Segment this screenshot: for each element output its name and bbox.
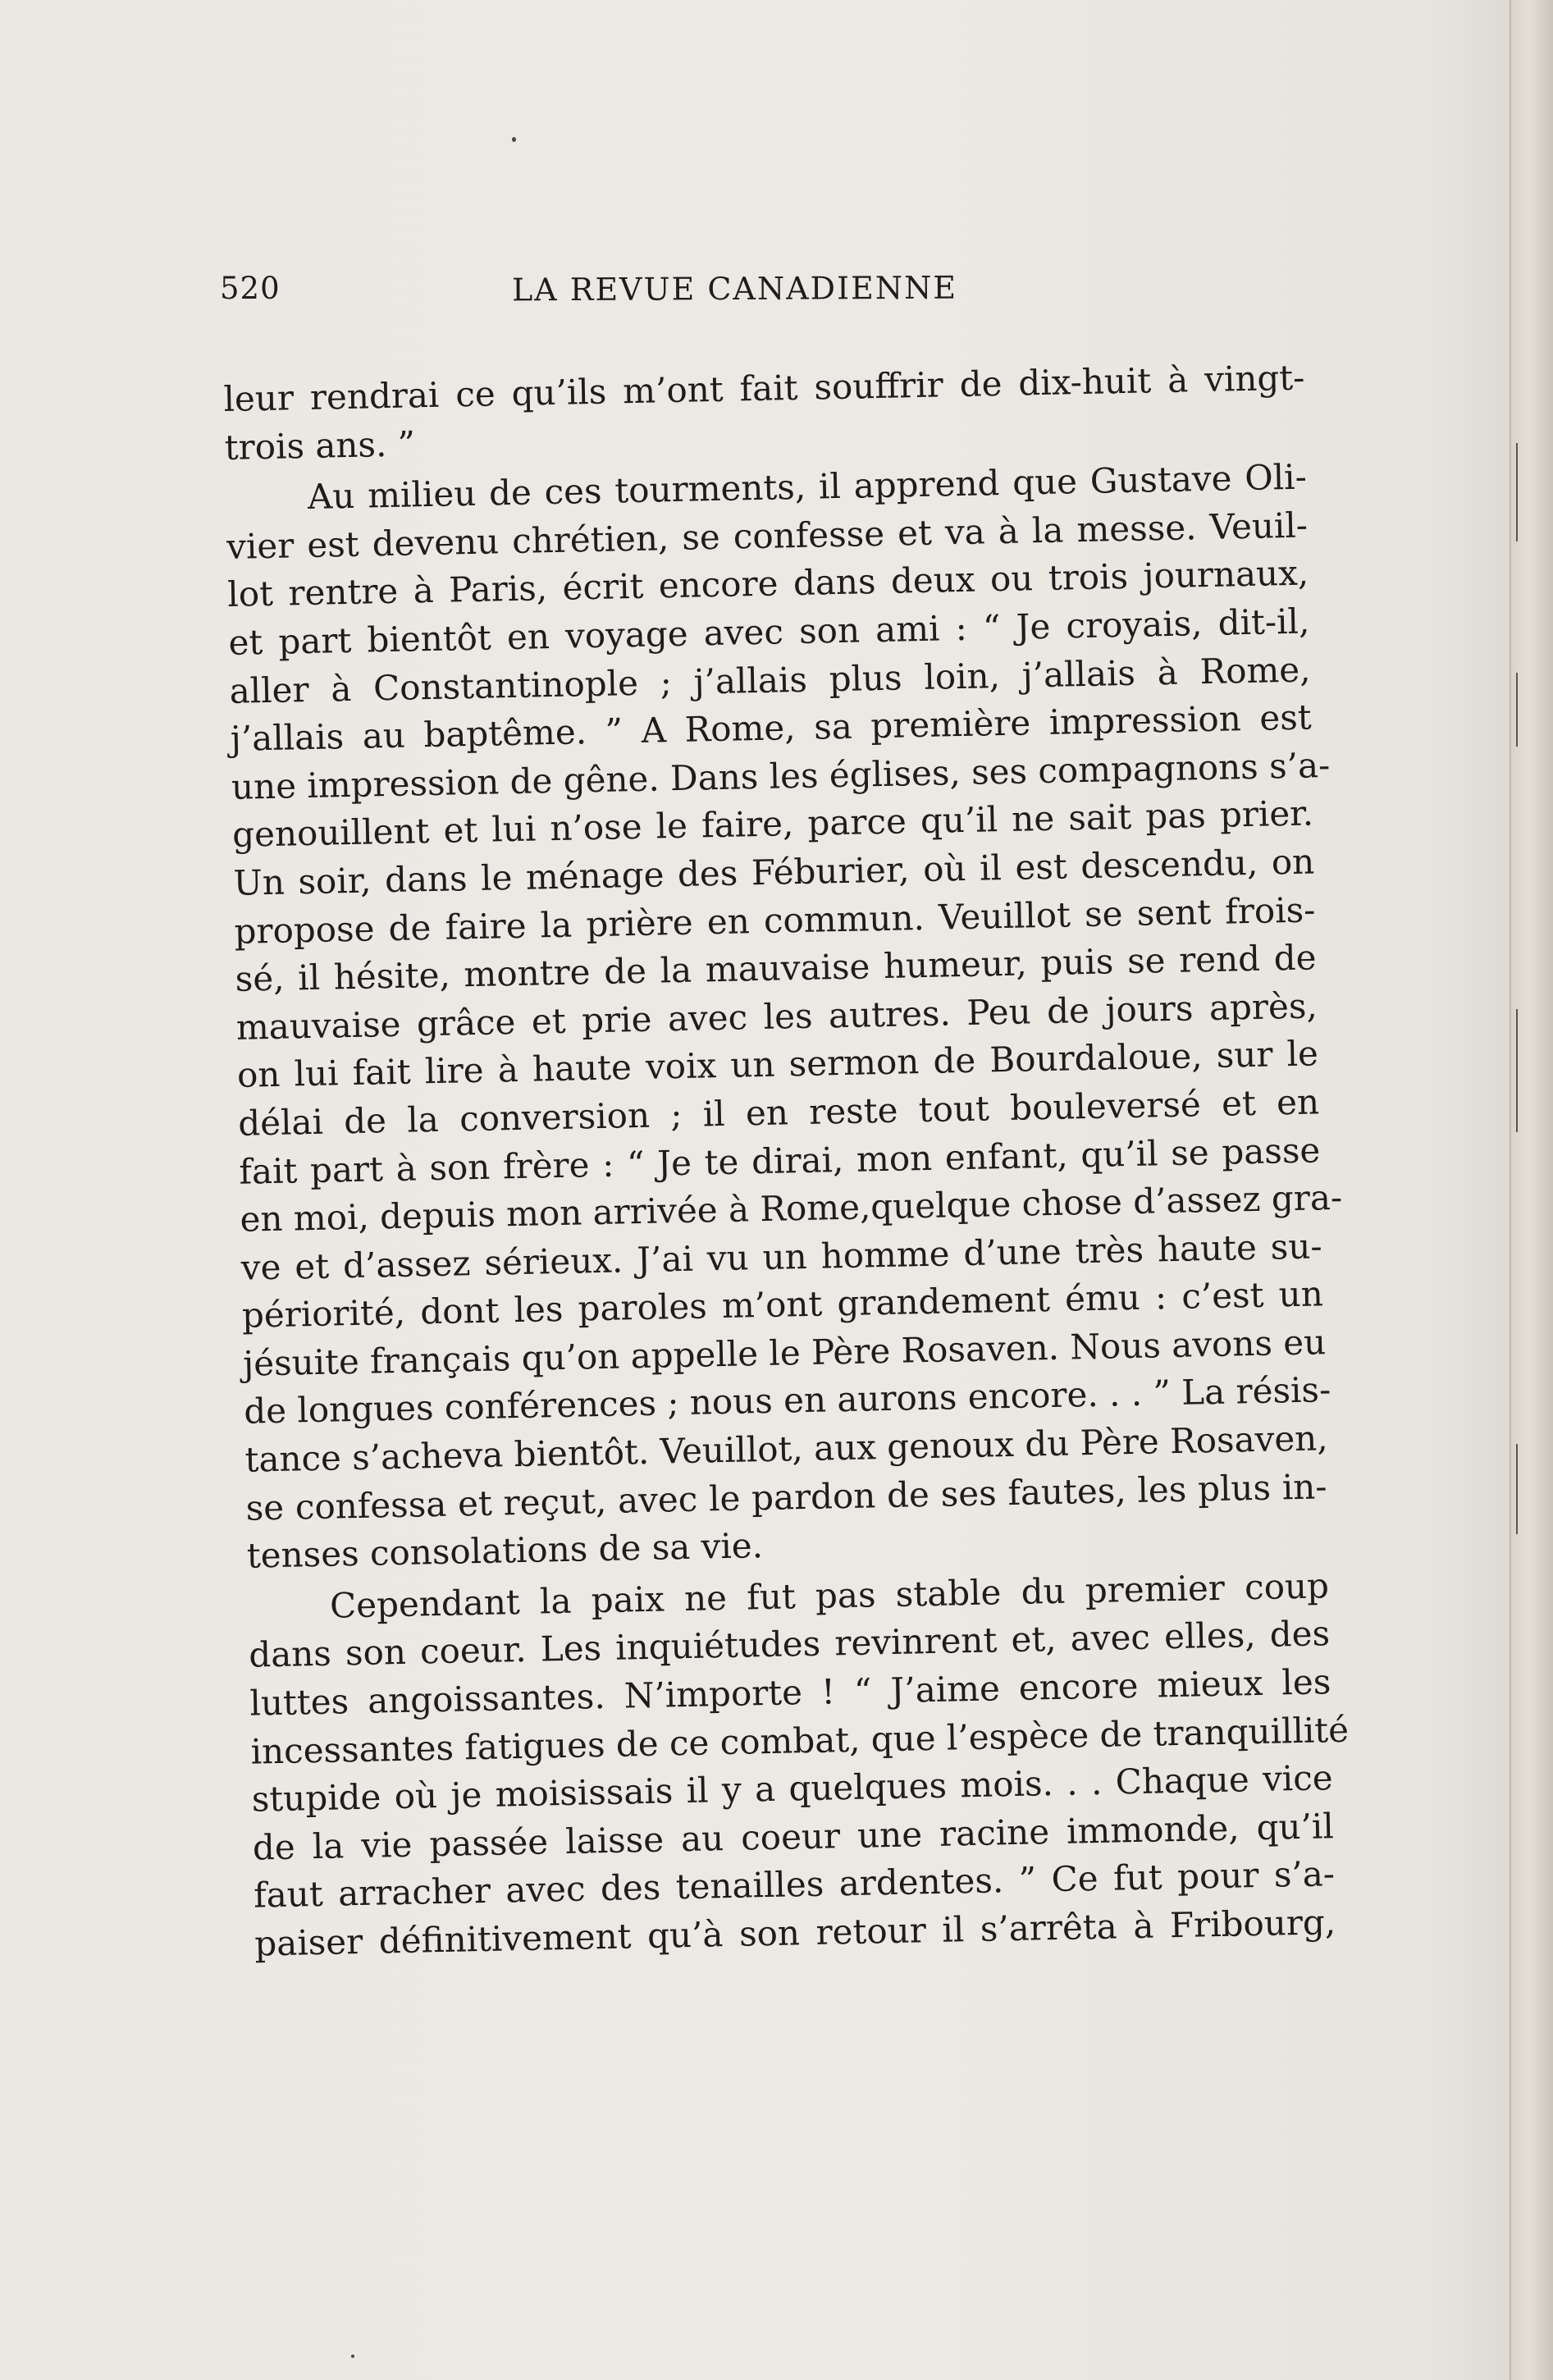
text-line: sé, il hésite, montre de la mauvaise humeur, puis se rend de [235,937,1317,999]
text-line: leur rendrai ce qu’ils m’ont fait souffrir de dix-huit à vingt- [223,357,1305,419]
text-line: lot rentre à Paris, écrit encore dans deux ou trois journaux, [226,552,1309,615]
text-line: aller à Constantinople ; j’allais plus loin, j’allais à Rome, [229,649,1311,711]
text-line: se confessa et reçut, avec le pardon de ses fautes, les plus in- [245,1465,1327,1528]
text-line: dans son coeur. Les inquiétudes revinrent et, avec elles, des [248,1613,1331,1676]
book-spine-edge [1510,0,1553,2380]
text-line: en moi, depuis mon arrivée à Rome,quelque chose d’assez gra- [240,1176,1343,1240]
text-line: périorité, dont les paroles m’ont grandement ému : c’est un [241,1273,1324,1336]
text-line: incessantes fatigues de ce combat, que l’espèce de tranquillité [250,1709,1350,1772]
text-line: jésuite français qu’on appelle le Père Rosaven. Nous avons eu [242,1322,1327,1384]
text-line: fait part à son frère : “ Je te dirai, mon enfant, qu’il se passe [238,1129,1321,1192]
text-line: stupide où je moisissais il y a quelques mois. . . Chaque vice [251,1757,1334,1820]
running-title: LA REVUE CANADIENNE [511,269,958,308]
text-line: tenses consolations de sa vie. [246,1525,764,1576]
text-line: Au milieu de ces tourments, il apprend que Gustave Oli- [307,456,1308,518]
text-line: faut arracher avec des tenailles ardentes. ” Ce fut pour s’a- [253,1853,1336,1916]
text-line: j’allais au baptême. ” A Rome, sa première impression est [230,697,1313,760]
page-header [220,271,1303,320]
text-line: mauvaise grâce et prie avec les autres. Peu de jours après, [235,985,1318,1048]
text-line: Cependant la paix ne fut pas stable du premier coup [329,1565,1330,1626]
text-line: Un soir, dans le ménage des Féburier, où il est descendu, on [232,841,1315,903]
text-line: luttes angoissantes. N’importe ! “ J’aime encore mieux les [249,1661,1331,1724]
text-line: vier est devenu chrétien, se confesse et va à la messe. Veuil- [226,505,1309,567]
ink-speck [512,137,516,142]
body-text [223,354,1350,1969]
text-line: une impression de gêne. Dans les églises, ses compagnons s’a- [231,744,1331,807]
text-line: délai de la conversion ; il en reste tout bouleversé et en [237,1081,1320,1144]
spine-mark [1516,1009,1518,1132]
text-line: paiser définitivement qu’à son retour il s’arrêta à Fribourg, [254,1902,1336,1964]
text-line: genouillent et lui n’ose le faire, parce qu’il ne sait pas prier. [231,793,1314,856]
text-line: ve et d’assez sérieux. J’ai vu un homme d’une très haute su- [240,1226,1323,1288]
page-number: 520 [220,271,281,306]
text-line: on lui fait lire à haute voix un sermon de Bourdaloue, sur le [236,1033,1319,1096]
text-line: tance s’acheva bientôt. Veuillot, aux genoux du Père Rosaven, [244,1418,1329,1480]
spine-mark [1516,443,1518,541]
text-line: trois ans. ” [224,423,416,468]
spine-mark [1516,1444,1518,1534]
spine-mark [1516,673,1518,747]
text-line: de longues conférences ; nous en aurons encore. . . ” La résis- [243,1369,1331,1432]
text-line: et part bientôt en voyage avec son ami : “ Je croyais, dit-il, [228,601,1310,663]
text-line: propose de faire la prière en commun. Veuillot se sent frois- [234,889,1316,952]
ink-speck [351,2355,354,2358]
text-line: de la vie passée laisse au coeur une racine immonde, qu’il [252,1806,1335,1868]
